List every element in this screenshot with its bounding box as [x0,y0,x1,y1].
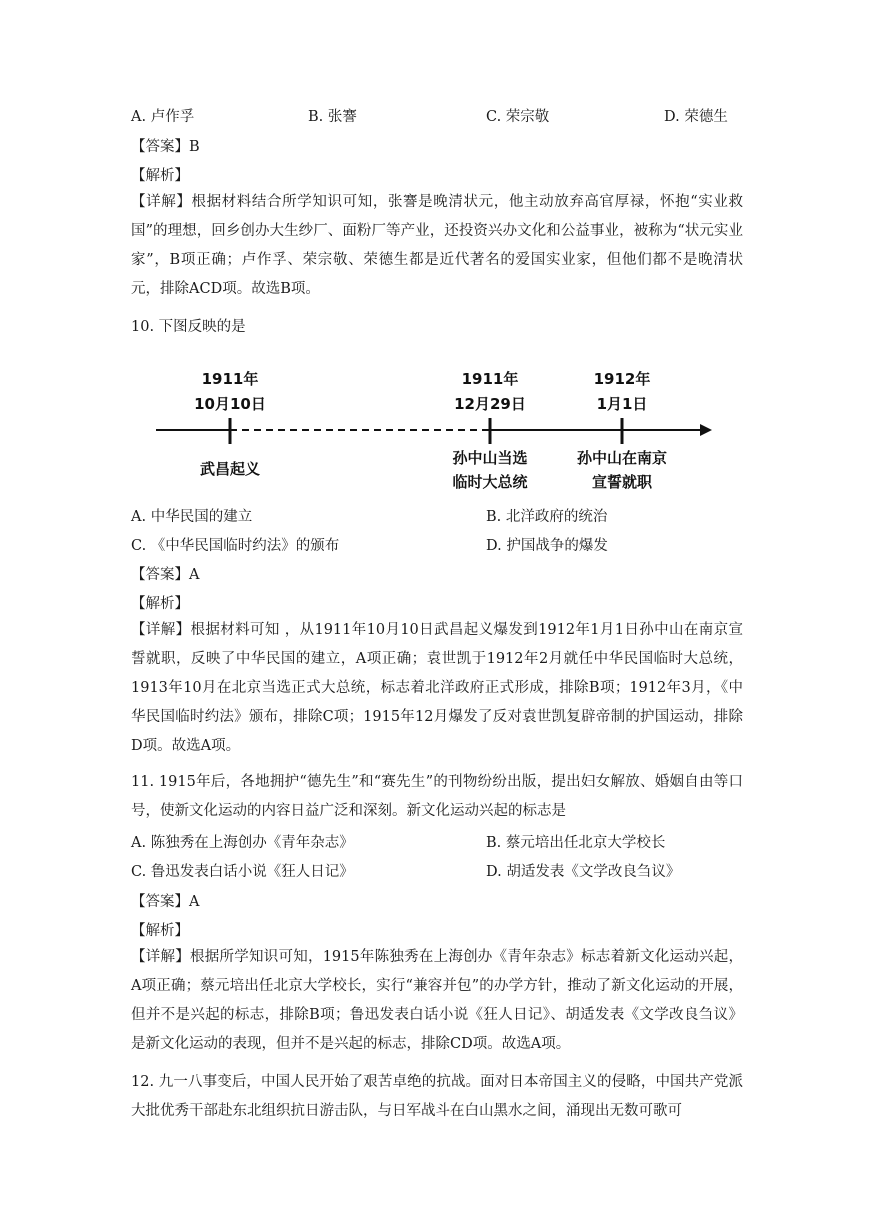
q10-analysis-heading: 【解析】 [131,596,189,612]
event-2-year: 1911年 [461,370,519,388]
event-2-label-line1: 孙中山当选 [452,449,528,467]
q10-answer: 【答案】A [131,567,200,583]
q10-stem: 10. 下图反映的是 [131,319,246,335]
q10-option-a: A. 中华民国的建立 [131,509,253,525]
event-1-day: 10月10日 [194,395,266,413]
q11-analysis-heading: 【解析】 [131,923,189,939]
event-2-label-line2: 临时大总统 [452,473,528,491]
q9-option-a: A. 卢作孚 [131,109,195,125]
q9-analysis-heading: 【解析】 [131,168,189,184]
q10-option-c: C. 《中华民国临时约法》的颁布 [131,538,340,554]
q12-stem: 12. 九一八事变后，中国人民开始了艰苦卓绝的抗战。面对日本帝国主义的侵略，中国共产党派大批优秀干部赴东北组织抗日游击队，与日军战斗在白山黑水之间，涌现出无数可歌可 [131,1074,743,1119]
q11-option-d: D. 胡适发表《文学改良刍议》 [486,864,681,880]
q11-option-a: A. 陈独秀在上海创办《青年杂志》 [131,835,354,851]
q9-option-b: B. 张謇 [308,109,357,125]
q11-stem: 11. 1915年后，各地拥护“德先生”和“赛先生”的刊物纷纷出版，提出妇女解放、婚姻自由等口号，使新文化运动的内容日益广泛和深刻。新文化运动兴起的标志是 [131,774,743,819]
q10-option-d: D. 护国战争的爆发 [486,538,608,554]
q11-detail: 【详解】根据所学知识可知，1915年陈独秀在上海创办《青年杂志》标志着新文化运动兴起，A项正确；蔡元培出任北京大学校长，实行“兼容并包”的办学方针，推动了新文化运动的开展，但并不是兴起的标志，排除B项；鲁迅发表白话小说《狂人日记》、胡适发表《文学改良刍议》是新文化运动的表现，但并不是兴起的标志，排除CD项。故选A项。 [131,949,743,1052]
q11-answer: 【答案】A [131,894,200,910]
timeline-figure [150,362,720,497]
event-1-label: 武昌起义 [199,460,261,478]
q10-detail: 【详解】根据材料可知 ，从1911年10月10日武昌起义爆发到1912年1月1日孙中山在南京宣誓就职，反映了中华民国的建立，A项正确；袁世凯于1912年2月就任中华民国临时大总统，1913年10月在北京当选正式大总统，标志着北洋政府正式形成，排除B项；1912年3月，《中华民国临时约法》颁布，排除C项；1915年12月爆发了反对袁世凯复辟帝制的护国运动，排除D项。故选A项。 [131,622,743,754]
q10-option-b: B. 北洋政府的统治 [486,509,608,525]
q9-option-d: D. 荣德生 [664,109,728,125]
q11-option-b: B. 蔡元培出任北京大学校长 [486,835,666,851]
q9-detail: 【详解】根据材料结合所学知识可知，张謇是晚清状元，他主动放弃高官厚禄，怀抱“实业救国”的理想，回乡创办大生纱厂、面粉厂等产业，还投资兴办文化和公益事业，被称为“状元实业家”，B项正确；卢作孚、荣宗敬、荣德生都是近代著名的爱国实业家，但他们都不是晚清状元，排除ACD项。故选B项。 [131,194,743,297]
event-3-year: 1912年 [593,370,651,388]
timeline-svg [150,362,720,497]
event-3-day: 1月1日 [596,395,648,413]
q9-option-c: C. 荣宗敬 [486,109,550,125]
q9-answer: 【答案】B [131,139,200,155]
event-2-day: 12月29日 [454,395,526,413]
event-1-year: 1911年 [201,370,259,388]
q11-option-c: C. 鲁迅发表白话小说《狂人日记》 [131,864,354,880]
event-3-label-line1: 孙中山在南京 [576,449,668,467]
event-3-label-line2: 宣誓就职 [591,473,653,491]
timeline-arrow-icon [700,424,712,436]
